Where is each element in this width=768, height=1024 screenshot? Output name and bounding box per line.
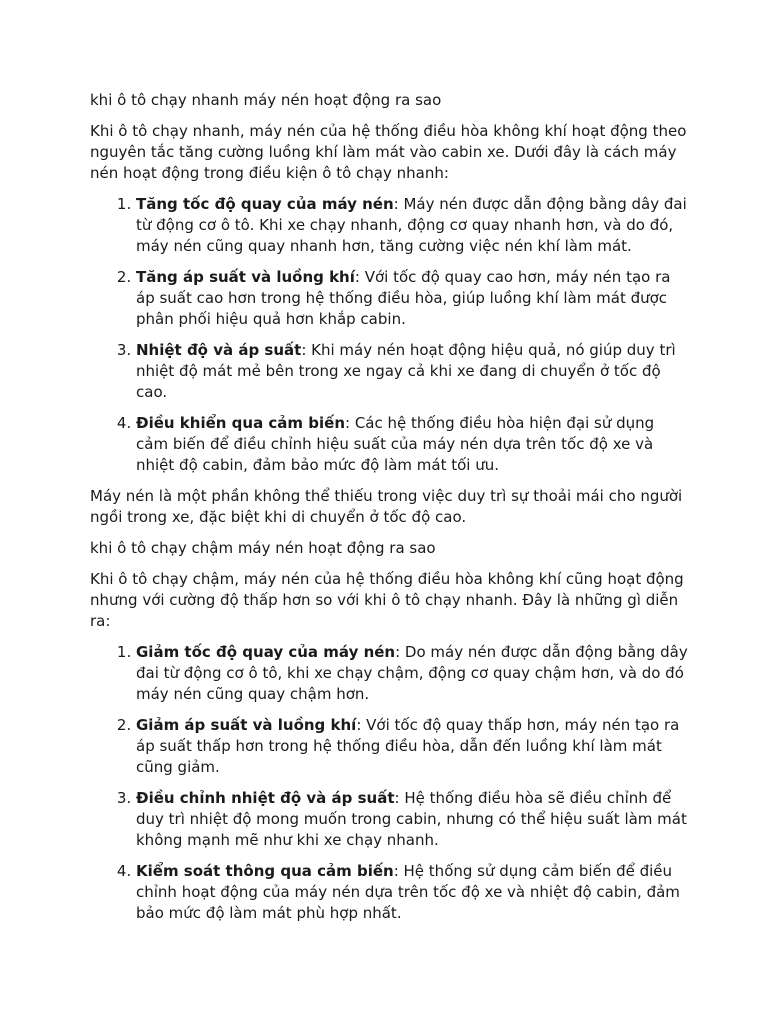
section-heading-fast: khi ô tô chạy nhanh máy nén hoạt động ra sao [90,91,442,109]
intro-paragraph-slow: Khi ô tô chạy chậm, máy nén của hệ thống điều hòa không khí cũng hoạt động nhưng với cường độ thấp hơn so với khi ô tô chạy nhanh. Đây là những gì diễn ra: [90,570,684,630]
list-item [136,413,690,476]
list-item-text: : Các hệ thống điều hòa hiện đại sử dụng cảm biến để điều chỉnh hiệu suất của máy nén dựa trên tốc độ xe và nhiệt độ cabin, đảm bảo mức độ làm mát tối ưu. [136,414,655,474]
list-item-title: Điều khiển qua cảm biến [136,414,346,432]
list-item-title: Tăng áp suất và luồng khí [136,268,355,286]
list-item-text: : Khi máy nén hoạt động hiệu quả, nó giúp duy trì nhiệt độ mát mẻ bên trong xe ngay cả khi xe đang di chuyển ở tốc độ cao. [136,341,676,401]
list-item-title: Giảm áp suất và luồng khí [136,716,357,734]
list-item-title: Nhiệt độ và áp suất [136,341,302,359]
numbered-list-slow [90,642,690,924]
numbered-list-fast [90,194,690,476]
list-item-title: Điều chỉnh nhiệt độ và áp suất [136,789,395,807]
list-item-text: : Với tốc độ quay cao hơn, máy nén tạo ra áp suất cao hơn trong hệ thống điều hòa, giúp luồng khí làm mát được phân phối hiệu quả hơn khắp cabin. [136,268,671,328]
list-item [136,715,690,778]
list-item [136,340,690,403]
list-item-text: : Do máy nén được dẫn động bằng dây đai từ động cơ ô tô, khi xe chạy chậm, động cơ quay chậm hơn, và do đó máy nén cũng quay chậm hơn. [136,643,688,703]
list-item-title: Kiểm soát thông qua cảm biến [136,862,394,880]
list-item-text: : Hệ thống điều hòa sẽ điều chỉnh để duy trì nhiệt độ mong muốn trong cabin, nhưng có thể hiệu suất làm mát không mạnh mẽ như khi xe chạy nhanh. [136,789,687,849]
section-heading-slow: khi ô tô chạy chậm máy nén hoạt động ra sao [90,539,436,557]
list-item [136,267,690,330]
list-item [136,194,690,257]
list-item [136,788,690,851]
list-item-text: : Máy nén được dẫn động bằng dây đai từ động cơ ô tô. Khi xe chạy nhanh, động cơ quay nhanh hơn, và do đó, máy nén cũng quay nhanh hơn, tăng cường việc nén khí làm mát. [136,195,687,255]
document-page [90,90,690,934]
outro-paragraph-fast: Máy nén là một phần không thể thiếu trong việc duy trì sự thoải mái cho người ngồi trong xe, đặc biệt khi di chuyển ở tốc độ cao. [90,487,683,526]
list-item-title: Giảm tốc độ quay của máy nén [136,643,396,661]
list-item-text: : Hệ thống sử dụng cảm biến để điều chỉnh hoạt động của máy nén dựa trên tốc độ xe và nhiệt độ cabin, đảm bảo mức độ làm mát phù hợp nhất. [136,862,680,922]
list-item [136,861,690,924]
list-item-text: : Với tốc độ quay thấp hơn, máy nén tạo ra áp suất thấp hơn trong hệ thống điều hòa, dẫn đến luồng khí làm mát cũng giảm. [136,716,680,776]
list-item-title: Tăng tốc độ quay của máy nén [136,195,394,213]
intro-paragraph-fast: Khi ô tô chạy nhanh, máy nén của hệ thống điều hòa không khí hoạt động theo nguyên tắc tăng cường luồng khí làm mát vào cabin xe. Dưới đây là cách máy nén hoạt động trong điều kiện ô tô chạy nhanh: [90,122,687,182]
list-item [136,642,690,705]
